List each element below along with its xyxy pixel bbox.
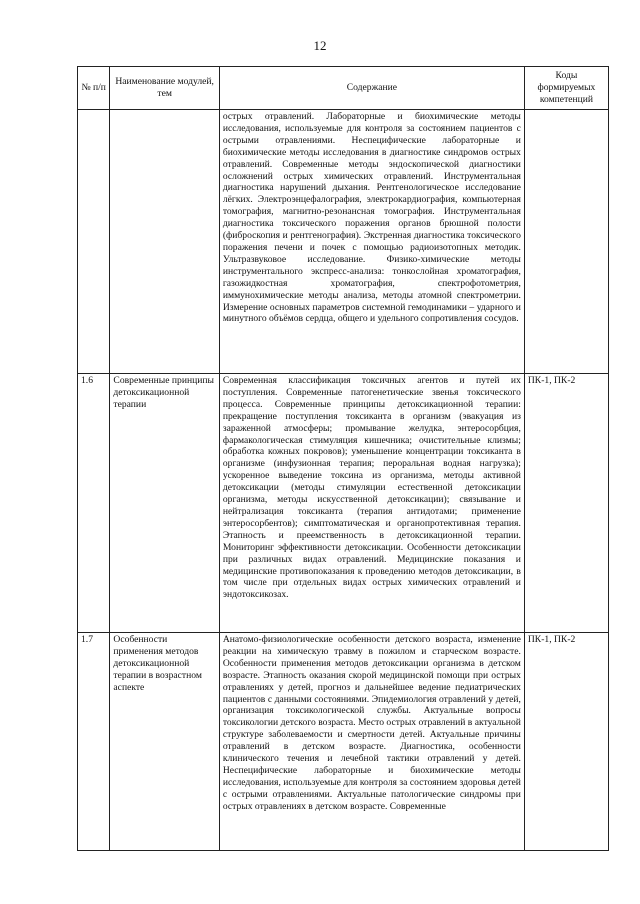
header-codes: Коды формируемых компетенций <box>524 67 608 110</box>
row-name <box>110 110 219 374</box>
row-content: Современная классификация токсичных агентов и путей их поступления. Современные патогенетические звенья токсического процесса. Современные принципы детоксикационной терапии: прекращение поступления токсиканта в организм (эвакуация из зараженной атмосферы; промывание желудка, энтеросорбция, фармакологическая стимуляция кишечника; очистительные клизмы; обработка кожных покровов); уменьшение концентрации токсиканта в организме (инфузионная терапия; пероральная водная нагрузка); ускоренное выведение токсина из организма, методы активной детоксикации (методы стимуляции естественной детоксикации организма, методы искусственной детоксикации); связывание и нейтрализация токсиканта (терапия антидотами; применение энтеросорбентов); симптоматическая и органопротективная терапия. Этапность и преемственность в детоксикационной терапии. Мониторинг эффективности детоксикации. Особенности детоксикации при различных видах отравлений. Медицинские показания и медицинские противопоказания к проведению методов детоксикации, в том числе при отдельных видах острых химических отравлений и эндотоксикозах. <box>219 374 524 633</box>
row-name: Особенности применения методов детоксикационной терапии в возрастном аспекте <box>110 633 219 851</box>
row-codes <box>524 110 608 374</box>
table-header-row <box>78 67 609 110</box>
row-num: 1.7 <box>78 633 110 851</box>
row-num <box>78 110 110 374</box>
table-row <box>78 110 609 374</box>
table-row <box>78 633 609 851</box>
row-num: 1.6 <box>78 374 110 633</box>
row-codes: ПК-1, ПК-2 <box>524 633 608 851</box>
header-name: Наименование модулей, тем <box>110 67 219 110</box>
header-content: Содержание <box>219 67 524 110</box>
row-codes: ПК-1, ПК-2 <box>524 374 608 633</box>
table-row <box>78 374 609 633</box>
row-content: Анатомо-физиологические особенности детского возраста, изменение реакции на химическую травму в пожилом и старческом возрасте. Особенности применения методов детоксикации организма в детском возрасте. Этапность оказания скорой медицинской помощи при острых отравлениях у детей, прогноз и дальнейшее ведение педиатрических пациентов с данными состояниями. Эпидемиология отравлений у детей, организация токсикологической службы. Актуальные вопросы токсикологии детского возраста. Место острых отравлений в актуальной структуре заболеваемости и смертности детей. Актуальные причины отравлений в детском возрасте. Диагностика, особенности клинического течения и лечебной тактики отравлений у детей. Неспецифические лабораторные и биохимические методы исследования, используемые для контроля за состоянием здоровья детей с острыми отравлениями. Актуальные патологические синдромы при острых отравлениях в детском возрасте. Современные <box>219 633 524 851</box>
page-number: 12 <box>313 38 327 53</box>
curriculum-table <box>77 66 609 851</box>
header-num: № п/п <box>78 67 110 110</box>
row-name: Современные принципы детоксикационной терапии <box>110 374 219 633</box>
row-content: острых отравлений. Лабораторные и биохимические методы исследования, используемые для контроля за состоянием пациентов с острыми отравлениями. Неспецифические лабораторные и биохимические методы исследования в диагностике синдромов острых отравлений. Современные методы эндоскопической диагностики осложнений острых химических отравлений. Инструментальная диагностика нарушений дыхания. Рентгенологическое исследование лёгких. Электроэнцефалография, электрокардиография, компьютерная томография, магнитно-резонансная томография. Инструментальная диагностика токсического поражения органов брюшной полости (фиброскопия и рентгенография). Экстренная диагностика токсического поражения печени и почек с помощью радиоизотопных методик. Ультразвуковое исследование. Физико-химические методы инструментального экспресс-анализа: тонкослойная хроматография, газожидкостная хроматография, спектрофотометрия, иммунохимические методы анализа, методы атомной спектрометрии. Измерение основных параметров системной гемодинамики – ударного и минутного объёмов сердца, общего и удельного сопротивления сосудов. <box>219 110 524 374</box>
